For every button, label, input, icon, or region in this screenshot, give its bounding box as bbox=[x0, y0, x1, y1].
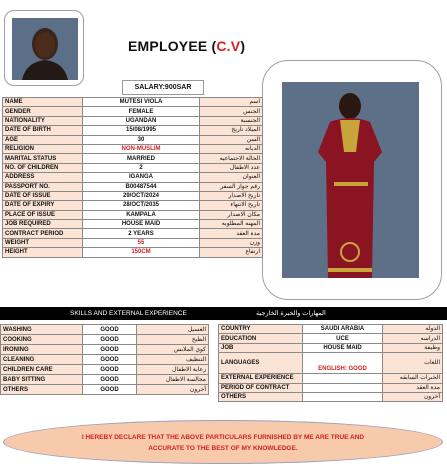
personal-row-label: NO. OF CHILDREN bbox=[3, 163, 83, 172]
personal-row-arabic: مدة العقد bbox=[200, 229, 263, 238]
skills-band-title: SKILLS AND EXTERNAL EXPERIENCE bbox=[70, 310, 187, 317]
personal-row-arabic: اسم bbox=[200, 98, 263, 107]
personal-row bbox=[3, 116, 263, 125]
declaration-line-1: I HEREBY DECLARE THAT THE ABOVE PARTICULARS FURNISHED BY ME ARE TRUE AND bbox=[81, 434, 365, 441]
personal-row-label: DATE OF ISSUE bbox=[3, 191, 83, 200]
experience-row-languages: LANGUAGES ENGLISH: GOOD اللغات bbox=[219, 353, 443, 374]
personal-row bbox=[3, 107, 263, 116]
passport-photo bbox=[12, 18, 78, 80]
skill-row bbox=[1, 365, 209, 375]
personal-row bbox=[3, 201, 263, 210]
skill-row-arabic: أخرون bbox=[137, 385, 209, 395]
skill-row bbox=[1, 325, 209, 335]
personal-row-arabic: عدد الاطفال bbox=[200, 163, 263, 172]
personal-row-label: RELIGION bbox=[3, 144, 83, 153]
declaration-line-2: ACCURATE TO THE BEST OF MY KNOWLEDGE. bbox=[148, 445, 298, 452]
personal-row-arabic: تاريخ الاصدار bbox=[200, 191, 263, 200]
personal-row-value: MARRIED bbox=[83, 154, 200, 163]
personal-row-value: NON-MUSLIM bbox=[83, 144, 200, 153]
experience-table bbox=[218, 324, 443, 402]
personal-row bbox=[3, 248, 263, 257]
experience-row-external: EXTERNAL EXPERIENCE الخبرات السابقه bbox=[219, 374, 443, 383]
personal-row-label: GENDER bbox=[3, 107, 83, 116]
personal-row-value: HOUSE MAID bbox=[83, 220, 200, 229]
skill-row-value: GOOD bbox=[83, 345, 137, 355]
personal-row bbox=[3, 135, 263, 144]
personal-row-arabic: الجنسية bbox=[200, 116, 263, 125]
personal-row-value: 29/OCT/2024 bbox=[83, 191, 200, 200]
personal-row-value: 2 YEARS bbox=[83, 229, 200, 238]
skill-row-arabic: الطبخ bbox=[137, 335, 209, 345]
personal-row bbox=[3, 144, 263, 153]
personal-row-label: HEIGHT bbox=[3, 248, 83, 257]
personal-row-label: JOB REQUIRED bbox=[3, 220, 83, 229]
personal-row bbox=[3, 98, 263, 107]
skill-row bbox=[1, 335, 209, 345]
personal-row-value: FEMALE bbox=[83, 107, 200, 116]
personal-row-value: 28/OCT/2035 bbox=[83, 201, 200, 210]
experience-row-others: OTHERS أخرون bbox=[219, 392, 443, 401]
skill-row-arabic: التنظيف bbox=[137, 355, 209, 365]
personal-row-arabic: وزن bbox=[200, 238, 263, 247]
full-photo-frame bbox=[262, 60, 442, 300]
skill-row-value: GOOD bbox=[83, 385, 137, 395]
experience-row-country: COUNTRY SAUDI ARABIA الدوله bbox=[219, 325, 443, 334]
skill-row-label: WASHING bbox=[1, 325, 83, 335]
personal-row bbox=[3, 163, 263, 172]
skill-row-label: BABY SITTING bbox=[1, 375, 83, 385]
personal-row-arabic: تاريخ الانتهاء bbox=[200, 201, 263, 210]
personal-row-value: UGANDAN bbox=[83, 116, 200, 125]
personal-row bbox=[3, 182, 263, 191]
personal-row bbox=[3, 210, 263, 219]
personal-row bbox=[3, 220, 263, 229]
personal-row-label: NATIONALITY bbox=[3, 116, 83, 125]
personal-row bbox=[3, 238, 263, 247]
skill-row-value: GOOD bbox=[83, 355, 137, 365]
personal-row bbox=[3, 173, 263, 182]
experience-row-education: EDUCATION UCE الدراسه bbox=[219, 334, 443, 343]
skill-row-label: CHILDREN CARE bbox=[1, 365, 83, 375]
page-title: EMPLOYEE (C.V) bbox=[128, 38, 246, 54]
skill-row-arabic: رعاية الاطفال bbox=[137, 365, 209, 375]
skill-row bbox=[1, 355, 209, 365]
personal-row-label: DATE OF EXPIRY bbox=[3, 201, 83, 210]
personal-row-arabic: ارتفاع bbox=[200, 248, 263, 257]
full-body-photo bbox=[282, 82, 419, 278]
personal-row-label: PASSPORT NO. bbox=[3, 182, 83, 191]
skill-row bbox=[1, 385, 209, 395]
experience-row-job: JOB HOUSE MAID وظيفة bbox=[219, 343, 443, 352]
personal-row-label: WEIGHT bbox=[3, 238, 83, 247]
personal-row bbox=[3, 191, 263, 200]
personal-row-label: AGE bbox=[3, 135, 83, 144]
personal-row-label: DATE OF BIRTH bbox=[3, 126, 83, 135]
personal-row-arabic: رقم جواز السفر bbox=[200, 182, 263, 191]
skills-table bbox=[0, 324, 209, 395]
personal-row-arabic: المهنه المطلوبه bbox=[200, 220, 263, 229]
skill-row bbox=[1, 375, 209, 385]
personal-row-value: 30 bbox=[83, 135, 200, 144]
personal-row-value: 55 bbox=[83, 238, 200, 247]
personal-row-arabic: مكان الاصدار bbox=[200, 210, 263, 219]
personal-row-arabic: العنوان bbox=[200, 173, 263, 182]
personal-row-arabic: الميلاد تاريخ bbox=[200, 126, 263, 135]
skill-row-arabic: كوي الملابس bbox=[137, 345, 209, 355]
personal-row-value: 150CM bbox=[83, 248, 200, 257]
skill-row-value: GOOD bbox=[83, 325, 137, 335]
personal-row-label: CONTRACT PERIOD bbox=[3, 229, 83, 238]
skill-row-label: IRONING bbox=[1, 345, 83, 355]
personal-row-arabic: الديانه bbox=[200, 144, 263, 153]
personal-row bbox=[3, 154, 263, 163]
skill-row bbox=[1, 345, 209, 355]
skill-row-value: GOOD bbox=[83, 375, 137, 385]
personal-row-value: MUTESI VIOLA bbox=[83, 98, 200, 107]
personal-row-arabic: الجنس bbox=[200, 107, 263, 116]
skill-row-value: GOOD bbox=[83, 335, 137, 345]
personal-row-value: B00487544 bbox=[83, 182, 200, 191]
skill-row-arabic: مجالسة الاطفال bbox=[137, 375, 209, 385]
personal-row-value: KAMPALA bbox=[83, 210, 200, 219]
personal-row-label: PLACE OF ISSUE bbox=[3, 210, 83, 219]
personal-row bbox=[3, 126, 263, 135]
skills-band-title-arabic: المهارات والخبرة الخارجية bbox=[256, 310, 326, 317]
skill-row-label: OTHERS bbox=[1, 385, 83, 395]
personal-row bbox=[3, 229, 263, 238]
skill-row-label: CLEANING bbox=[1, 355, 83, 365]
personal-row-label: ADDRESS bbox=[3, 173, 83, 182]
declaration-banner bbox=[3, 420, 443, 464]
personal-row-arabic: السن bbox=[200, 135, 263, 144]
skill-row-label: COOKING bbox=[1, 335, 83, 345]
personal-row-value: 2 bbox=[83, 163, 200, 172]
personal-row-label: MARITAL STATUS bbox=[3, 154, 83, 163]
personal-row-arabic: الحالة الاجتماعيه bbox=[200, 154, 263, 163]
skills-band bbox=[0, 307, 447, 320]
skill-row-value: GOOD bbox=[83, 365, 137, 375]
experience-row-period: PERIOD OF CONTRACT مدة العقد bbox=[219, 383, 443, 392]
personal-row-value: IGANGA bbox=[83, 173, 200, 182]
personal-row-label: NAME bbox=[3, 98, 83, 107]
skill-row-arabic: الغسيل bbox=[137, 325, 209, 335]
passport-photo-frame bbox=[4, 10, 84, 86]
personal-row-value: 15/08/1995 bbox=[83, 126, 200, 135]
salary-field: SALARY:900SAR bbox=[122, 80, 204, 95]
personal-details-table bbox=[2, 97, 263, 258]
